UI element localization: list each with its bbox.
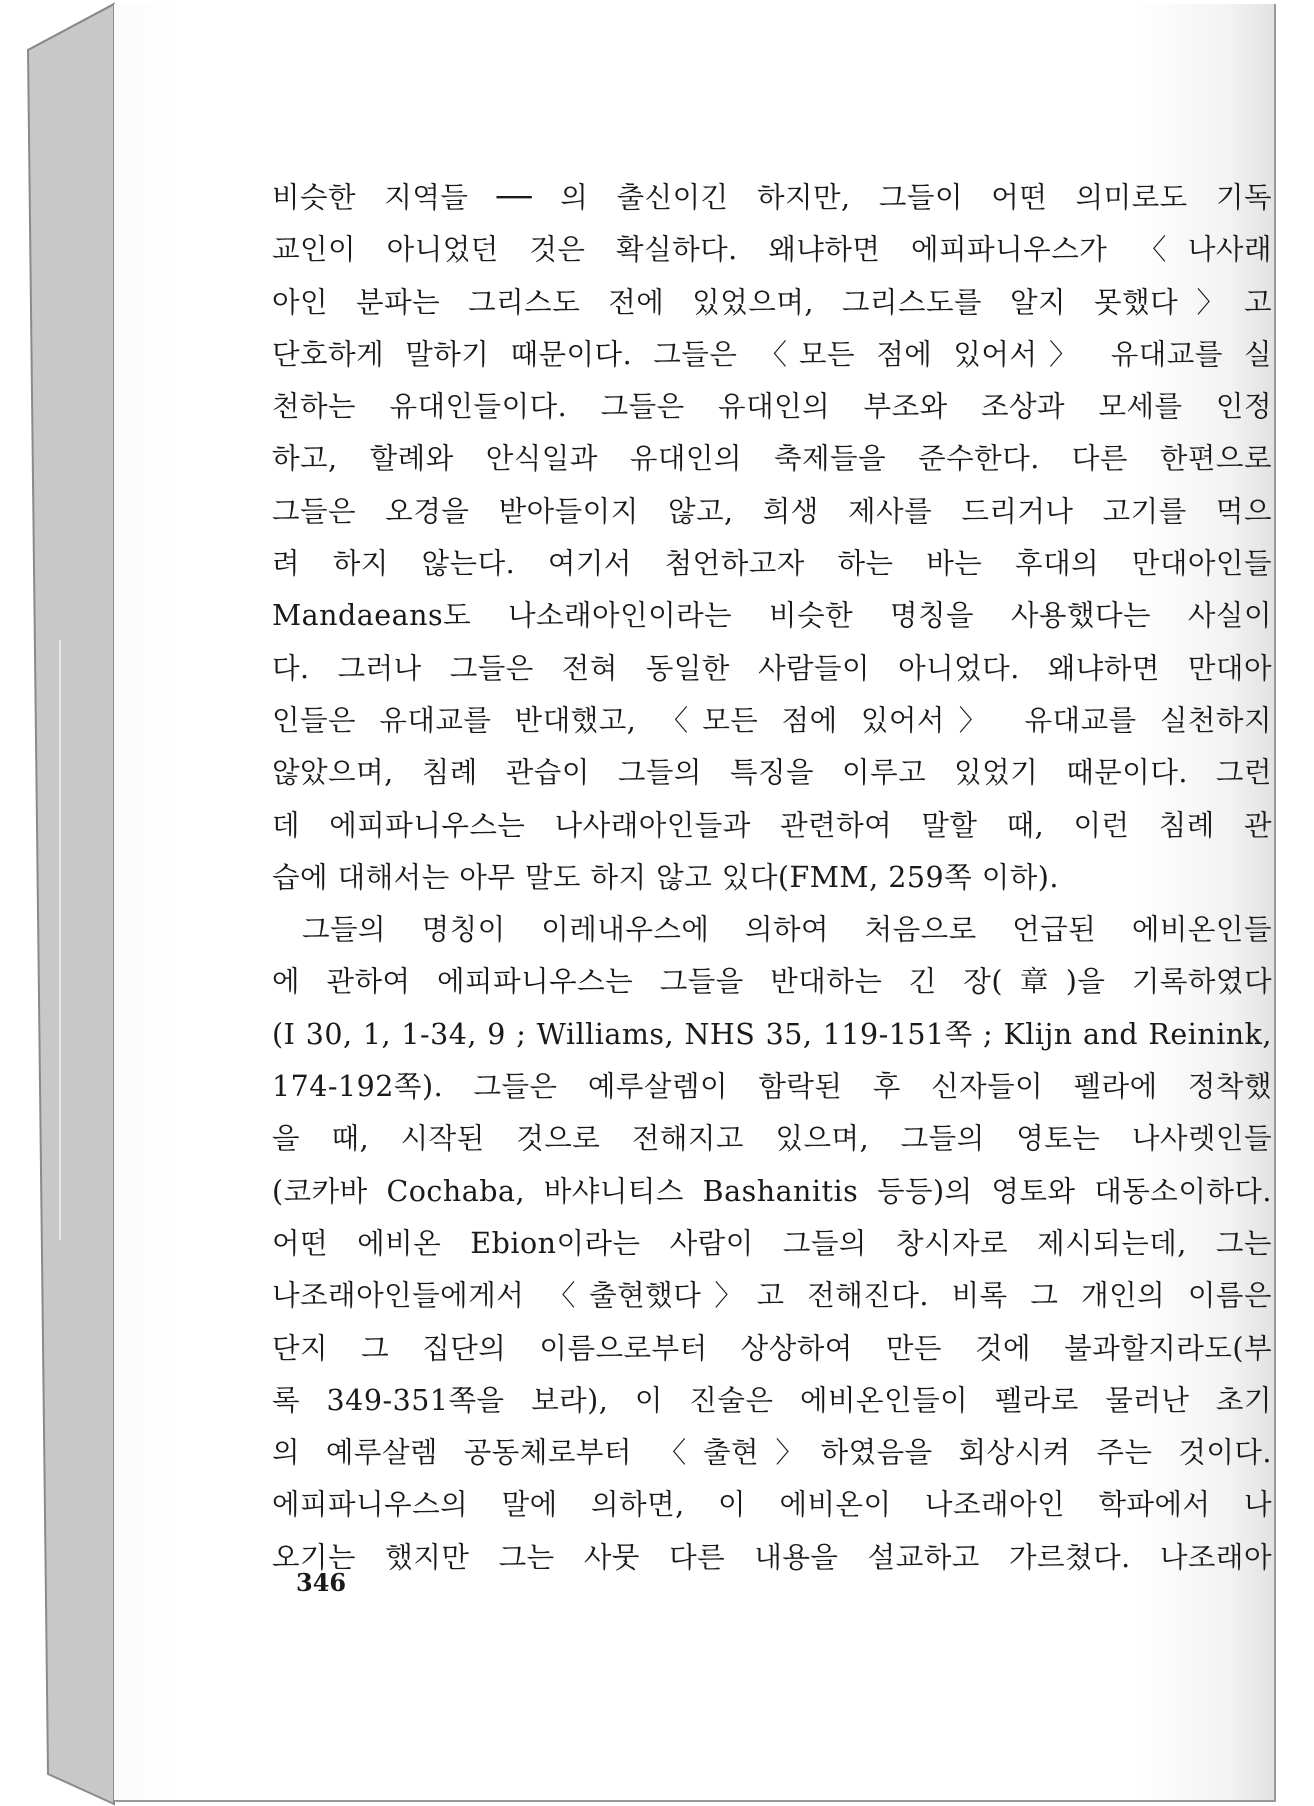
text-line: 다. 그러나 그들은 전혀 동일한 사람들이 아니었다. 왜냐하면 만대아 — [272, 651, 1272, 685]
text-line: 에 관하여 에피파니우스는 그들을 반대하는 긴 장(章)을 기록하였다 — [272, 965, 1272, 999]
text-line: 을 때, 시작된 것으로 전해지고 있으며, 그들의 영토는 나사렛인들 — [272, 1122, 1272, 1156]
text-line: 려 하지 않는다. 여기서 첨언하고자 하는 바는 후대의 만대아인들 — [272, 547, 1272, 581]
text-line: 데 에피파니우스는 나사래아인들과 관련하여 말할 때, 이런 침례 관 — [272, 808, 1272, 842]
text-line: (I 30, 1, 1-34, 9 ; Williams, NHS 35, 119-151쪽 ; Klijn and Reinink, — [272, 1017, 1272, 1051]
text-line: 의 예루살렘 공동체로부터 〈출현〉하였음을 회상시켜 주는 것이다. — [272, 1436, 1272, 1470]
page-number: 346 — [296, 1568, 347, 1597]
text-line: 아인 분파는 그리스도 전에 있었으며, 그리스도를 알지 못했다〉고 — [272, 285, 1272, 319]
text-line: 천하는 유대인들이다. 그들은 유대인의 부조와 조상과 모세를 인정 — [272, 390, 1272, 424]
text-line: 어떤 에비온 Ebion이라는 사람이 그들의 창시자로 제시되는데, 그는 — [272, 1226, 1272, 1260]
text-line: 나조래아인들에게서 〈출현했다〉고 전해진다. 비록 그 개인의 이름은 — [272, 1279, 1272, 1313]
text-line: 하고, 할례와 안식일과 유대인의 축제들을 준수한다. 다른 한편으로 — [272, 442, 1272, 476]
text-line: 오기는 했지만 그는 사뭇 다른 내용을 설교하고 가르쳤다. 나조래아 — [272, 1540, 1272, 1574]
text-line: 그들은 오경을 받아들이지 않고, 희생 제사를 드리거나 고기를 먹으 — [272, 494, 1272, 528]
text-line: 인들은 유대교를 반대했고, 〈모든 점에 있어서〉 유대교를 실천하지 — [272, 703, 1272, 737]
text-line: 록 349-351쪽을 보라), 이 진술은 에비온인들이 펠라로 물러난 초기 — [272, 1383, 1272, 1417]
text-line: Mandaeans도 나소래아인이라는 비슷한 명칭을 사용했다는 사실이 — [272, 599, 1272, 633]
text-line: (코카바 Cochaba, 바샤니티스 Bashanitis 등등)의 영토와 대동소이하다. — [272, 1174, 1272, 1208]
body-text — [272, 172, 1272, 1584]
text-line: 174-192쪽). 그들은 예루살렘이 함락된 후 신자들이 펠라에 정착했 — [272, 1070, 1272, 1104]
text-line: 습에 대해서는 아무 말도 하지 않고 있다(FMM, 259쪽 이하). — [272, 860, 1059, 894]
text-line: 단지 그 집단의 이름으로부터 상상하여 만든 것에 불과할지라도(부 — [272, 1331, 1272, 1365]
text-line: 교인이 아니었던 것은 확실하다. 왜냐하면 에피파니우스가 〈나사래 — [272, 233, 1272, 267]
text-line: 단호하게 말하기 때문이다. 그들은 〈모든 점에 있어서〉 유대교를 실 — [272, 337, 1272, 371]
book-page — [114, 4, 1276, 1802]
text-line: 않았으며, 침례 관습이 그들의 특징을 이루고 있었기 때문이다. 그런 — [272, 756, 1272, 790]
text-line: 그들의 명칭이 이레내우스에 의하여 처음으로 언급된 에비온인들 — [302, 913, 1272, 947]
text-line: 에피파니우스의 말에 의하면, 이 에비온이 나조래아인 학파에서 나 — [272, 1488, 1272, 1522]
text-line: 비슷한 지역들 ── 의 출신이긴 하지만, 그들이 어떤 의미로도 기독 — [272, 181, 1272, 214]
